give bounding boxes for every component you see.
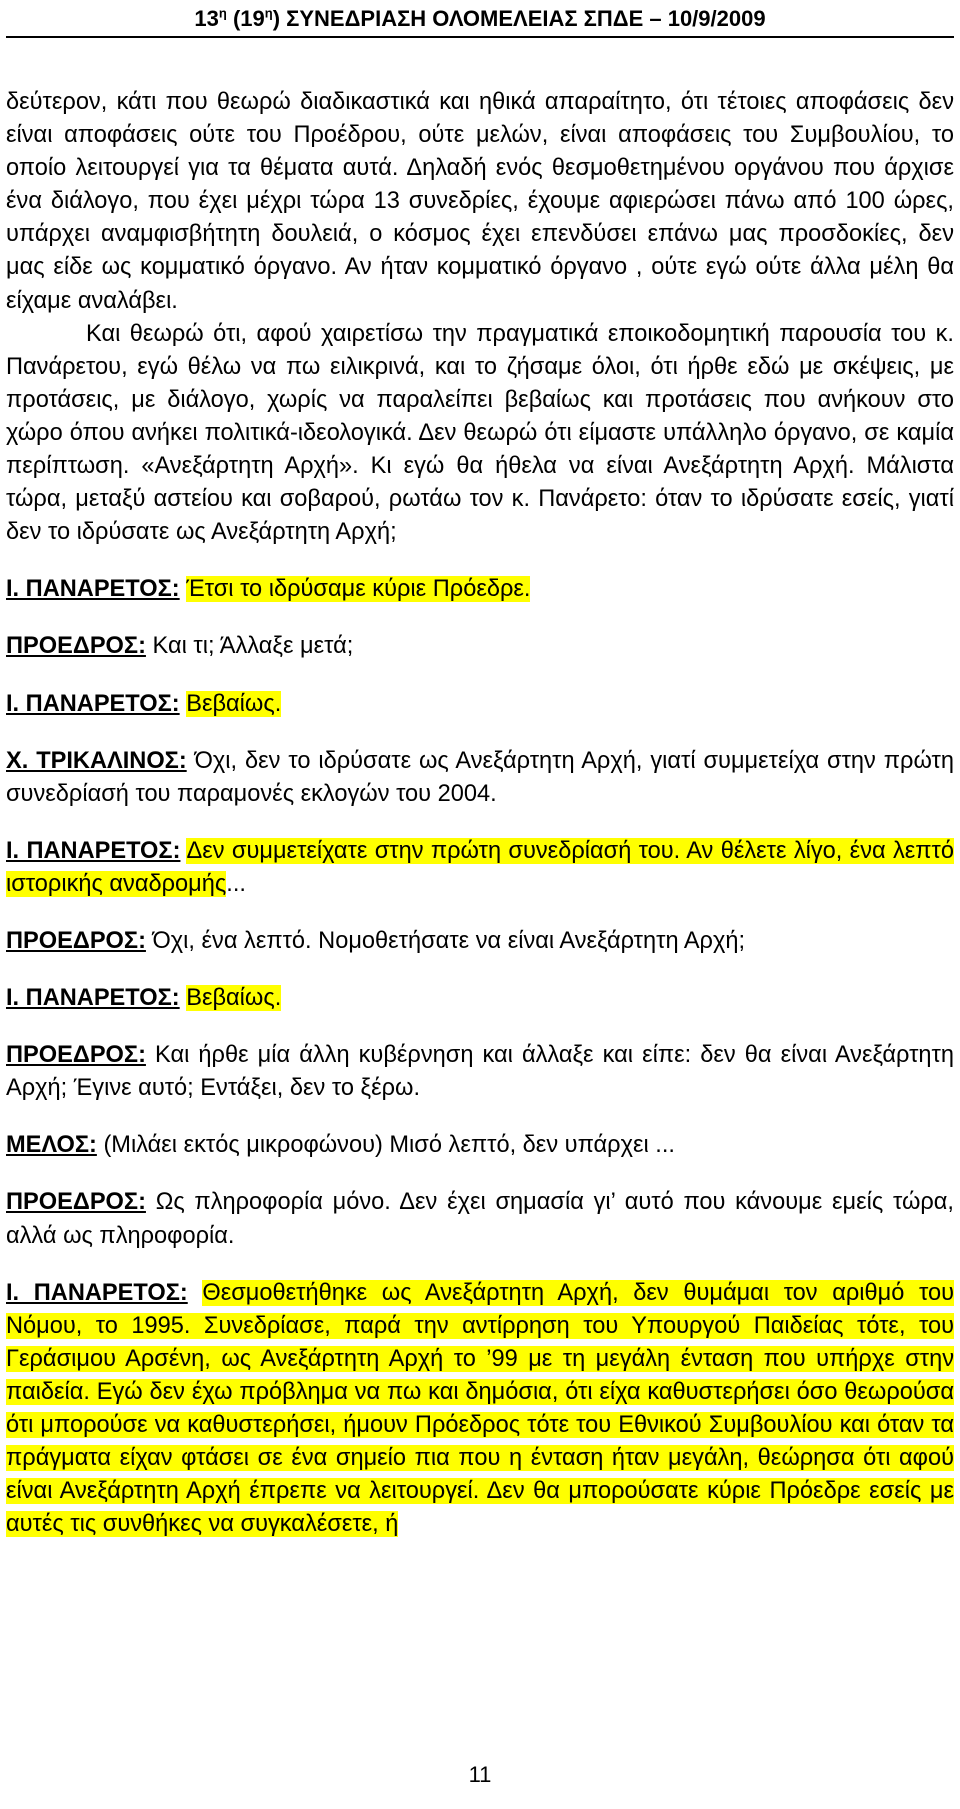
dialogue-entry-5 [6,835,954,901]
speech-text: Και ήρθε μία άλλη κυβέρνηση και άλλαξε και είπε: δεν θα είναι Ανεξάρτητη Αρχή; Έγινε αυτό; Εντάξει, δεν το ξέρω. [6,1042,954,1102]
speaker-name: ΠΡΟΕΔΡΟΣ: [6,633,146,660]
speaker-name: ΠΡΟΕΔΡΟΣ: [6,927,146,954]
speech-text: Βεβαίως. [186,985,282,1012]
dialogue-entry-3 [6,688,954,721]
speech-text: (Μιλάει εκτός μικροφώνου) Μισό λεπτό, δεν υπάρχει ... [103,1132,675,1159]
speech-tail: ... [226,870,246,897]
speech-text: Θεσμοθετήθηκε ως Ανεξάρτητη Αρχή, δεν θυμάμαι τον αριθμό του Νόμου, το 1995. Συνεδρίασε, παρά την αντίρρηση του Υπουργού Παιδείας τότε, του Γεράσιμου Αρσένη, ως Ανεξάρτητη Αρχή το ’99 με τη μεγάλη ένταση που υπήρχε στην παιδεία. Εγώ δεν έχω πρόβλημα να πω και δημόσια, ότι είχα καθυστερήσει όσο θεωρούσα ότι μπορούσε να καθυστερήσει, ήμουν Πρόεδρος τότε του Εθνικού Συμβουλίου και όταν τα πράγματα είχαν φτάσει σε ένα σημείο πια που η ένταση ήταν μεγάλη, θεώρησα ότι αφού είναι Ανεξάρτητη Αρχή έπρεπε να λειτουργεί. Δεν θα μπορούσατε κύριε Πρόεδρε εσείς με αυτές τις συνθήκες να συγκαλέσετε, ή [6,1279,955,1538]
header-title: ΣΥΝΕΔΡΙΑΣΗ ΟΛΟΜΕΛΕΙΑΣ ΣΠΔΕ – 10/9/2009 [286,6,766,31]
body-paragraph-1: δεύτερον, κάτι που θεωρώ διαδικαστικά και ηθικά απαραίτητο, ότι τέτοιες αποφάσεις δεν είναι αποφάσεις ούτε του Προέδρου, ούτε μελών, είναι αποφάσεις του Συμβουλίου, το οποίο λειτουργεί για τα θέματα αυτά. Δηλαδή ενός θεσμοθετημένου οργάνου που άρχισε ένα διάλογο, που έχει μέχρι τώρα 13 συνεδρίες, έχουμε αφιερώσει πάνω από 100 ώρες, υπάρχει αναμφισβήτητη δουλειά, ο κόσμος έχει επενδύσει επάνω μας προσδοκίες, δεν μας είδε ως κομματικό όργανο. Αν ήταν κομματικό όργανο , ούτε εγώ ούτε άλλα μέλη θα είχαμε αναλάβει. [6,89,954,314]
dialogue-entry-6 [6,925,954,958]
page-header: $13^\eta$ $(19^\eta)$ ΣΥΝΕΔΡΙΑΣΗ ΟΛΟΜΕΛΕΙΑΣ ΣΠΔΕ – 10/9/2009 [194,5,766,31]
header-paren-ordinal: 19 [240,6,265,31]
dialogue-entry-9 [6,1129,954,1162]
speech-text: Δεν συμμετείχατε στην πρώτη συνεδρίασή του. Αν θέλετε λίγο, ένα λεπτό ιστορικής αναδρομής [6,837,954,897]
speech-text: Ως πληροφορία μόνο. Δεν έχει σημασία γι’ αυτό που κάνουμε εμείς τώρα, αλλά ως πληροφορία. [6,1189,954,1249]
speech-text: Όχι, ένα λεπτό. Νομοθετήσατε να είναι Ανεξάρτητη Αρχή; [152,927,746,954]
speaker-name: ΠΡΟΕΔΡΟΣ: [6,1042,146,1069]
speaker-name: Χ. ΤΡΙΚΑΛΙΝΟΣ: [6,747,187,774]
dialogue-entry-8 [6,1039,954,1105]
speaker-name: ΜΕΛΟΣ: [6,1132,97,1159]
speaker-name: Ι. ΠΑΝΑΡΕΤΟΣ: [6,576,180,603]
speaker-name: Ι. ΠΑΝΑΡΕΤΟΣ: [6,690,180,717]
speaker-name: Ι. ΠΑΝΑΡΕΤΟΣ: [6,837,181,864]
page-number: 11 [468,1762,492,1787]
dialogue-entry-7 [6,982,954,1015]
speaker-name: ΠΡΟΕΔΡΟΣ: [6,1189,146,1216]
speech-text: Βεβαίως. [186,690,282,717]
speaker-name: Ι. ΠΑΝΑΡΕΤΟΣ: [6,985,180,1012]
dialogue-entry-2 [6,630,954,663]
speech-text: Και τι; Άλλαξε μετά; [152,633,354,660]
header-paren-suffix: η [264,5,273,21]
dialogue-entry-1 [6,573,954,606]
header-divider [6,36,954,38]
speaker-name: Ι. ΠΑΝΑΡΕΤΟΣ: [6,1279,188,1306]
dialogue-entry-4 [6,745,954,811]
header-ordinal: 13 [194,6,219,31]
speech-text: Όχι, δεν το ιδρύσατε ως Ανεξάρτητη Αρχή, γιατί συμμετείχα στην πρώτη συνεδρίασή του παραμονές εκλογών του 2004. [6,747,954,807]
speech-text: Έτσι το ιδρύσαμε κύριε Πρόεδρε. [186,576,531,603]
header-ordinal-suffix: η [218,5,227,21]
dialogue-entry-10 [6,1186,954,1252]
transcript-body [6,86,954,1541]
body-paragraph-2: Και θεωρώ ότι, αφού χαιρετίσω την πραγματικά εποικοδομητική παρουσία του κ. Πανάρετου, εγώ θέλω να πω ειλικρινά, και το ζήσαμε όλοι, ότι ήρθε εδώ με σκέψεις, με προτάσεις, με διάλογο, χωρίς να παραλείπει βεβαίως και προτάσεις που ανήκουν στο χώρο όπου ανήκει πολιτικά-ιδεολογικά. Δεν θεωρώ ότι είμαστε υπάλληλο όργανο, σε καμία περίπτωση. «Ανεξάρτητη Αρχή». Κι εγώ θα ήθελα να είναι Ανεξάρτητη Αρχή. Μάλιστα τώρα, μεταξύ αστείου και σοβαρού, ρωτάω τον κ. Πανάρετο: όταν το ιδρύσατε εσείς, γιατί δεν το ιδρύσατε ως Ανεξάρτητη Αρχή; [6,320,954,546]
dialogue-entry-11 [6,1277,954,1542]
